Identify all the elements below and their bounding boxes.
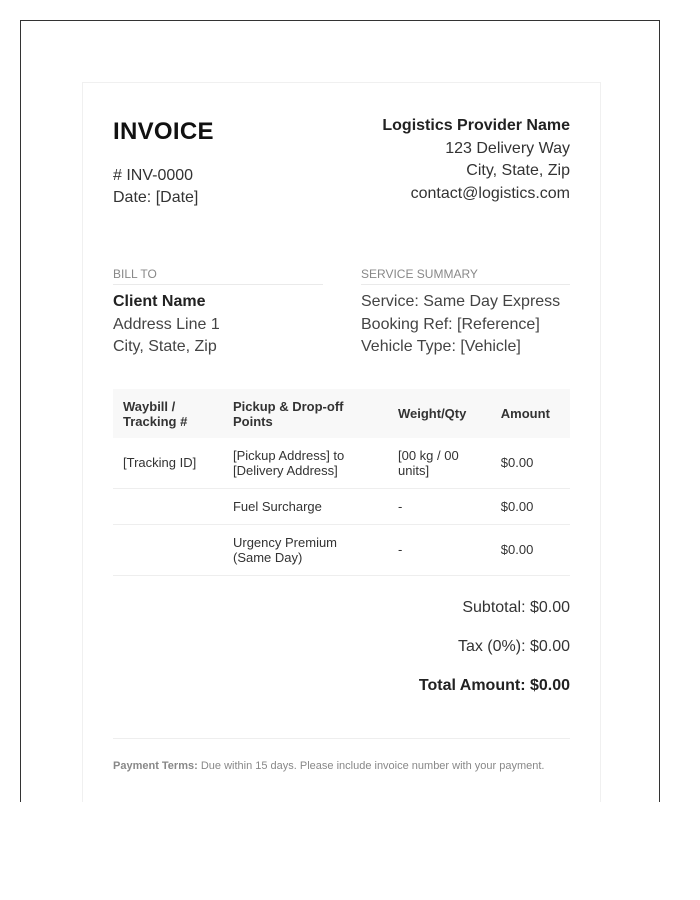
payment-terms xyxy=(113,760,570,772)
points-cell: Fuel Surcharge xyxy=(223,488,388,524)
provider-name: Logistics Provider Name xyxy=(382,117,570,134)
total-amount: Total Amount: $0.00 xyxy=(418,676,570,694)
amount-cell: $0.00 xyxy=(491,524,570,575)
booking-ref: Booking Ref: [Reference] xyxy=(361,315,540,333)
line-items-table xyxy=(113,389,570,576)
weight-cell: - xyxy=(388,524,491,575)
tracking-cell: [Tracking ID] xyxy=(113,438,223,489)
provider-address: 123 Delivery Way xyxy=(445,139,570,157)
points-cell: Urgency Premium (Same Day) xyxy=(223,524,388,575)
amount-cell: $0.00 xyxy=(491,488,570,524)
bill-to-block xyxy=(113,267,323,359)
tracking-cell xyxy=(113,524,223,575)
column-header-points: Pickup & Drop-off Points xyxy=(223,389,388,438)
weight-cell: [00 kg / 00 units] xyxy=(388,438,491,489)
column-header-weight: Weight/Qty xyxy=(388,389,491,438)
provider-city: City, State, Zip xyxy=(466,162,570,179)
footer-divider xyxy=(113,738,570,739)
column-header-waybill: Waybill / Tracking # xyxy=(113,389,223,438)
invoice-sheet xyxy=(82,82,601,802)
provider-info xyxy=(382,115,570,209)
parties-section xyxy=(113,267,570,359)
table-row xyxy=(113,438,570,489)
tax: Tax (0%): $0.00 xyxy=(457,637,570,655)
invoice-number: # INV-0000 xyxy=(113,167,194,184)
bill-to-title: BILL TO xyxy=(113,267,323,285)
subtotal: Subtotal: $0.00 xyxy=(462,598,570,616)
invoice-meta xyxy=(113,165,214,209)
tracking-cell xyxy=(113,488,223,524)
client-name: Client Name xyxy=(113,293,206,310)
payment-terms-label: Payment Terms: xyxy=(113,759,198,772)
provider-email: contact@logistics.com xyxy=(410,184,570,202)
service-summary-title: SERVICE SUMMARY xyxy=(361,267,570,285)
table-row xyxy=(113,488,570,524)
invoice-title: INVOICE xyxy=(113,118,214,145)
document-page xyxy=(20,20,660,802)
weight-cell: - xyxy=(388,488,491,524)
client-address: Address Line 1 xyxy=(113,315,220,333)
column-header-amount: Amount xyxy=(491,389,570,438)
invoice-header xyxy=(113,115,570,209)
table-header-row xyxy=(113,389,570,438)
invoice-title-block xyxy=(113,115,214,209)
amount-cell: $0.00 xyxy=(491,438,570,489)
service-summary-block xyxy=(361,267,570,359)
table-row xyxy=(113,524,570,575)
invoice-date: Date: [Date] xyxy=(113,189,199,206)
totals-section xyxy=(113,598,570,695)
payment-terms-text: Due within 15 days. Please include invoice number with your payment. xyxy=(197,759,545,772)
client-city: City, State, Zip xyxy=(113,338,217,355)
points-cell: [Pickup Address] to [Delivery Address] xyxy=(223,438,388,489)
vehicle-type: Vehicle Type: [Vehicle] xyxy=(361,338,521,355)
service-type: Service: Same Day Express xyxy=(361,293,561,310)
